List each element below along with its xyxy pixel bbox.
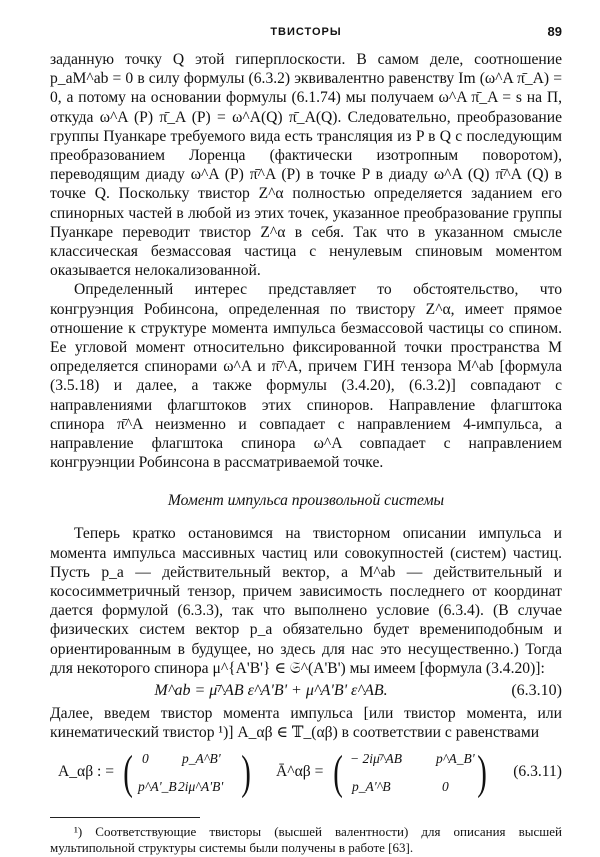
running-title: ТВИСТОРЫ: [270, 26, 342, 38]
matrix-rhs-label: Ā^αβ =: [276, 762, 324, 780]
matrix-cell: p_A^B': [182, 750, 221, 766]
equation-number: (6.3.10): [511, 682, 562, 700]
paragraph-3: Теперь кратко остановимся на твисторном описании импульса и момента импульса массивных частиц или совокупностей (систем) частиц. Пусть p_a — действительный вектор, а M^ab — действительный и кососимметричный тензор, причем зависимость последнего от координат дается формулой (6.3.3), так что выполнено условие (6.3.4). (В случае физических систем вектор p_a обязательно будет времениподобным и ориентированным в будущее, но здесь для нас это несущественно.) Тогда для некоторого спинора μ^{A'B'} ∈ 𝔖^(A'B') мы имеем [формула (3.4.20)]:: [50, 525, 562, 677]
right-paren: ): [477, 745, 487, 799]
page: [50, 20, 562, 857]
paragraph-1: заданную точку Q этой гиперплоскости. В самом деле, соотношение p_aM^ab = 0 в силу формулы (6.3.2) эквивалентно равенству Im (ω^A π̄_A) = 0, а потому на основании формулы (6.1.74) мы получаем ω^A π̄_A = s на Π, откуда ω^A (P) π̄_A (P) = ω^A(Q) π̄_A(Q). Следовательно, преобразование группы Пуанкаре требуемого вида есть трансляция из P в Q с последующим преобразованием Лоренца (фактически изотропным поворотом), переводящим диаду ω^A (P) π̄^A (P) в точке P в диаду ω^A (Q) π̄^A (Q) в точке Q. Поскольку твистор Z^α полностью определяется заданием его спинорных частей в любой из этих точек, указанное преобразование группы Пуанкаре переводит твистор Z^α в себя. Так что в указанном смысле классическая безмассовая частица с ненулевым спиновым моментом оказывается нелокализованной.: [50, 51, 562, 280]
equation-number: (6.3.11): [513, 762, 562, 780]
running-header: [50, 20, 562, 42]
matrix-cell: p_A'^B: [352, 778, 391, 794]
matrix-lhs: A_αβ : =: [58, 762, 115, 780]
matrix-cell: 0: [142, 750, 149, 766]
matrix-cell: − 2iμ̄^AB: [350, 750, 402, 766]
left-paren: (: [333, 745, 343, 799]
equation-6-3-11: [50, 745, 562, 807]
footnote-rule: [50, 817, 200, 818]
equation-body: M^ab = μ̄^AB ε^A'B' + μ^A'B' ε^AB.: [154, 682, 388, 700]
left-paren: (: [123, 745, 133, 799]
matrix-cell: 0: [442, 778, 449, 794]
paragraph-2: Определенный интерес представляет то обстоятельство, что конгруэнция Робинсона, определенная по твистору Z^α, имеет прямое отношение к структуре момента импульса безмассовой частицы со спином. Ее угловой момент относительно фиксированной точки пространства M определяется спинорами ω^A и π̄^A, причем ГИН тензора M^ab [формула (3.5.18) и далее, а также формулы (3.4.20), (6.3.2)] совпадают с направлениями флагштоков этих спиноров. Направление флагштока спинора π̄^A неизменно и совпадает с направлением 4-импульса, а направление флагштока спинора ω^A совпадает с направлением конгруэнции Робинсона в рассматриваемой точке.: [50, 281, 562, 472]
matrix-cell: 2iμ^A'B': [178, 778, 224, 794]
matrix-cell: p^A'_B: [138, 778, 177, 794]
right-paren: ): [241, 745, 251, 799]
page-number: 89: [547, 24, 562, 39]
footnote: ¹) Соответствующие твисторы (высшей валентности) для описания высшей мультипольной структуры системы были получены в работе [63].: [50, 823, 562, 855]
matrix-cell: p^A_B': [436, 750, 475, 766]
paragraph-4: Далее, введем твистор момента импульса [или твистор момента, или кинематический твистор ¹)] A_αβ ∈ 𝕋_(αβ) в соответствии с равенствами: [50, 705, 562, 742]
section-heading: Момент импульса произвольной системы: [167, 492, 445, 510]
equation-6-3-10: [50, 678, 562, 704]
